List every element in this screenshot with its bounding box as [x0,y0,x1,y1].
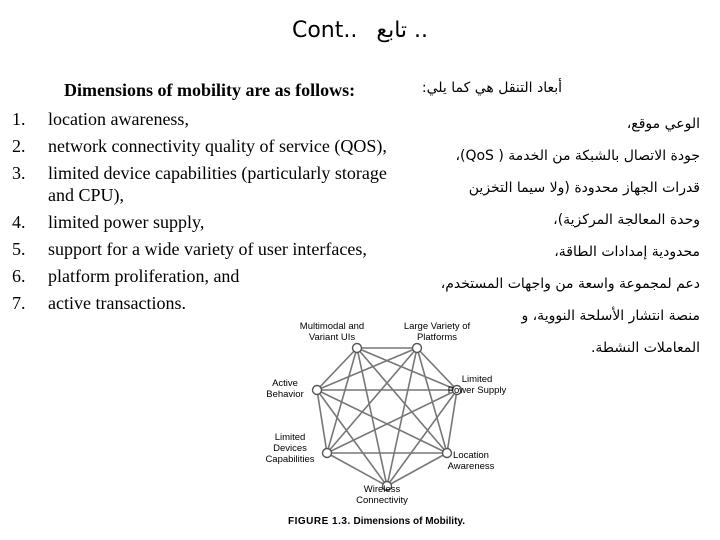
english-heading: Dimensions of mobility are as follows: [64,80,356,100]
list-item-number: 2. [12,136,26,156]
list-item-number: 5. [12,239,26,259]
list-item [0,135,410,157]
arabic-item: محدودية إمدادات الطاقة، [554,244,700,260]
graph-edge [327,453,387,486]
list-item-text: location awareness, [48,109,189,129]
list-item-text: support for a wide variety of user interfaces, [48,239,367,259]
list-item-number: 3. [12,163,26,183]
list-item [0,162,410,206]
arabic-item: دعم لمجموعة واسعة من واجهات المستخدم، [440,276,700,292]
list-item-number: 1. [12,109,26,129]
label-limited-devices: Limited Devices Capabilities [265,432,315,465]
arabic-heading: أبعاد التنقل هي كما يلي: [421,80,562,96]
caption-text: Dimensions of Mobility. [353,516,466,527]
list-item [0,211,410,233]
slide-title [0,18,720,43]
list-item-text: network connectivity quality of service (QOS), [48,136,387,156]
label-location-awareness: Location Awareness [447,450,495,472]
list-item-text: platform proliferation, and [48,266,240,286]
graph-edge [317,390,327,453]
node-active-behavior [313,386,322,395]
label-limited-power: Limited Power Supply [447,374,507,396]
list-item [0,265,410,287]
list-item-number: 4. [12,212,26,232]
list-item-number: 7. [12,293,26,313]
arabic-item: جودة الاتصال بالشبكة من الخدمة ( QoS)، [455,148,700,164]
node-platforms [413,344,422,353]
graph-edge [447,390,457,453]
caption-prefix: FIGURE 1.3. [288,516,351,527]
graph-edge [317,348,417,390]
mobility-diagram [262,318,512,530]
arabic-item: الوعي موقع، [626,116,700,132]
list-item-text: limited power supply, [48,212,205,232]
list-item [0,238,410,260]
arabic-item: قدرات الجهاز محدودة (ولا سيما التخزين [468,180,700,196]
english-list [0,108,410,319]
arabic-item: وحدة المعالجة المركزية)، [553,212,700,228]
list-item-text: active transactions. [48,293,186,313]
list-item-text: limited device capabilities (particularly storage and CPU), [48,163,387,205]
label-variety-platforms: Large Variety of Platforms [403,321,471,343]
label-multimodal-uis: Multimodal and Variant UIs [299,321,365,343]
arabic-item: منصة انتشار الأسلحة النووية، و [521,308,700,324]
title-ar: .. تابع [376,18,429,43]
node-limited-devices [323,449,332,458]
title-en: Cont.. [291,18,358,43]
list-item [0,108,410,130]
figure-caption [288,516,465,527]
node-multimodal [353,344,362,353]
label-wireless-connectivity: Wireless Connectivity [356,484,408,506]
arabic-item: المعاملات النشطة. [590,340,700,356]
label-active-behavior: Active Behavior [266,378,304,400]
list-item [0,292,410,314]
list-item-number: 6. [12,266,26,286]
